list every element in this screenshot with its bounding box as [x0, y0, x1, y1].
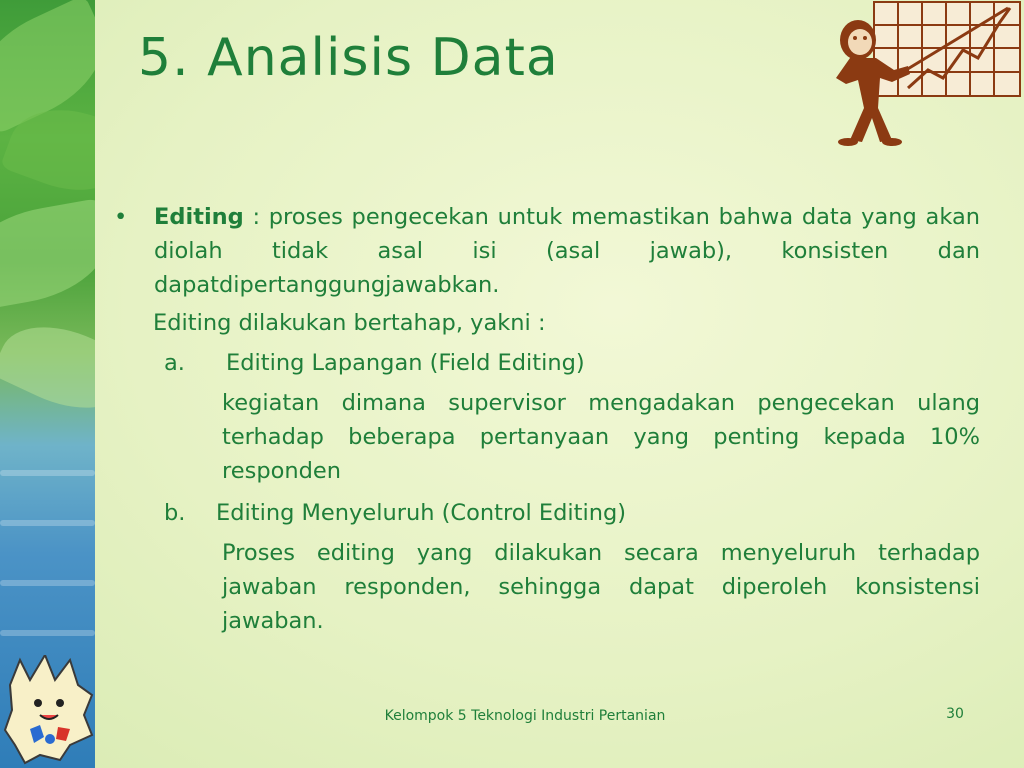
term-definition: : proses pengecekan untuk memastikan bahwa data yang akan diolah tidak asal isi (asal jawab), konsisten dan dapatdipertanggungjawabkan. [154, 204, 980, 298]
sub-marker-a: a. [164, 350, 185, 376]
bullet-marker: • [114, 204, 128, 230]
slide-content [112, 200, 980, 638]
sub-description-a: kegiatan dimana supervisor mengadakan pengecekan ulang terhadap beberapa pertanyaan yang penting kepada 10% responden [222, 390, 980, 484]
footer-text: Kelompok 5 Teknologi Industri Pertanian [384, 708, 666, 724]
leaf-shape [0, 198, 95, 313]
term-editing: Editing [154, 204, 244, 230]
decorative-leaf-strip [0, 0, 95, 768]
slide-title: 5. Analisis Data [138, 28, 559, 88]
water-ripple [0, 520, 95, 526]
sub-item-b [112, 496, 980, 530]
page-number: 30 [946, 706, 964, 722]
sub-heading-b: Editing Menyeluruh (Control Editing) [216, 500, 627, 526]
sub-item-a [112, 346, 980, 380]
sub-heading-a: Editing Lapangan (Field Editing) [226, 350, 585, 376]
cartoon-mascot-illustration [0, 655, 100, 765]
water-ripple [0, 470, 95, 476]
intro-line: Editing dilakukan bertahap, yakni : [153, 310, 546, 336]
bullet-text [154, 200, 980, 302]
presenter-chart-illustration [828, 0, 1024, 150]
sub-description-b: Proses editing yang dilakukan secara menyeluruh terhadap jawaban responden, sehingga dapat diperoleh konsistensi jawaban. [222, 540, 980, 634]
sub-marker-b: b. [164, 500, 186, 526]
leaf-shape [0, 306, 95, 429]
water-ripple [0, 580, 95, 586]
water-ripple [0, 630, 95, 636]
bullet-item [112, 200, 980, 302]
